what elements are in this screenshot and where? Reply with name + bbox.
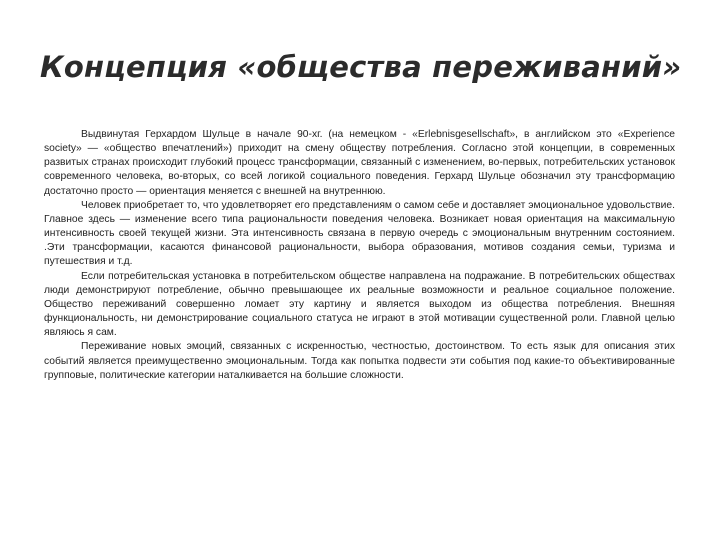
paragraph: Переживание новых эмоций, связанных с искренностью, честностью, достоинством. То есть язык для описания этих событий является преимущественно эмоциональным. Тогда как попытка подвести эти события под какие-то объективированные групповые, политические категории наталкивается на большие сложности. (44, 341, 675, 381)
slide-title: Концепция «общества переживаний» (40, 50, 682, 84)
slide-body (44, 128, 675, 383)
paragraph: Если потребительская установка в потребительском обществе направлена на подражание. В потребительских обществах люди демонстрируют потребление, обычно превышающее их реальные возможности и реальное социальное положение. Общество переживаний совершенно ломает эту картину и является выходом из общества потребления. Внешняя функциональность, ни демонстрирование социального статуса не играют в этой мотивации существенной роли. Главной целью являюсь я сам. (44, 270, 675, 339)
paragraph: Выдвинутая Герхардом Шульце в начале 90-хг. (на немецком - «Erlebnisgesellschaft», в английском это «Experience society» — «общество впечатлений») приходит на смену обществу потребления. Согласно этой концепции, в современных развитых странах происходит глубокий процесс трансформации, связанный с изменением, во-первых, потребительских установок современного человека, во-вторых, со всей логикой социального поведения. Герхард Шульце обозначил эту трансформацию достаточно просто — ориентация меняется с внешней на внутреннюю. (44, 129, 675, 197)
paragraph: Человек приобретает то, что удовлетворяет его представлениям о самом себе и доставляет эмоциональное удовольствие. Главное здесь — изменение всего типа рациональности поведения человека. Возникает новая ориентация на максимальную интенсивность своей текущей жизни. Эта интенсивность связана в первую очередь с эмоциональным внутренним состоянием. .Эти трансформации, касаются финансовой рациональности, выбора образования, мотивов создания семьи, туризма и путешествия и т.д. (44, 199, 675, 268)
